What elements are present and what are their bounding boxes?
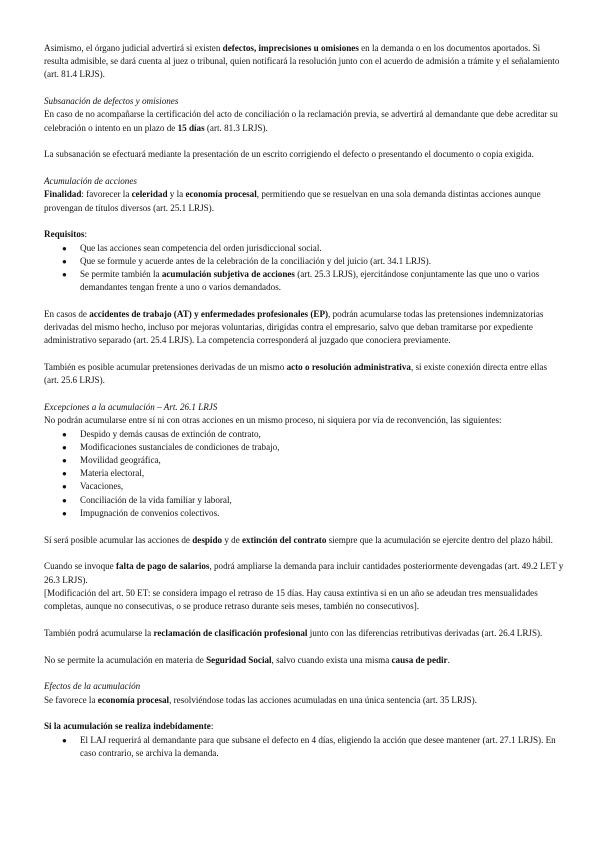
bullet-icon: ●	[62, 495, 67, 505]
paragraph-certification: En caso de no acompañarse la certificación del acto de conciliación o la reclamación previa, se advertirá al demandante que debe acreditar su celebración o intento en un plazo de 15 días (art. 81.3 LRJS).	[44, 109, 558, 133]
paragraph-despido: Sí será posible acumular las acciones de despido y de extinción del contrato siempre que la acumulación se ejercite dentro del plazo hábil.	[44, 534, 553, 545]
paragraph-seguridad-social: No se permite la acumulación en materia de Seguridad Social, salvo cuando exista una misma causa de pedir.	[44, 654, 450, 665]
list-item: ● Que las acciones sean competencia del orden jurisdiccional social.	[80, 242, 564, 255]
paragraph-requisitos: Requisitos:	[44, 229, 87, 240]
bullet-icon: ●	[62, 456, 67, 466]
paragraph-acto-administrativo: También es posible acumular pretensiones derivadas de un mismo acto o resolución administrativa, si existe conexión directa entre ellas (art. 25.6 LRJS).	[44, 362, 548, 386]
paragraph-salarios: Cuando se invoque falta de pago de salarios, podrá ampliarse la demanda para incluir cantidades posteriormente devengadas (art. 49.2 LET y 26.3 LRJS). [Modificación del art. 50 ET: se considera impago el retraso de 15 días. Hay causa extintiva si en un año se adeudan tres mensualidades completas, aunque no consecutivas, o se produce retraso durante seis meses, también no consecutivos].	[44, 561, 564, 612]
list-item: ● Se permite también la acumulación subjetiva de acciones (art. 25.3 LRJS), ejercitándose conjuntamente las que uno o varios demandantes tengan frente a uno o varios demandados.	[62, 269, 540, 293]
exceptions-list	[44, 428, 564, 520]
list-item: ● Que se formule y acuerde antes de la celebración de la conciliación y del juicio (art. 34.1 LRJS).	[80, 255, 564, 268]
list-item: ● Modificaciones sustanciales de condiciones de trabajo,	[80, 441, 564, 454]
bullet-icon: ●	[62, 508, 67, 518]
heading-efectos: Efectos de la acumulación	[44, 681, 141, 692]
paragraph-subsanacion: La subsanación se efectuará mediante la presentación de un escrito corrigiendo el defecto o presentando el documento o copia exigida.	[44, 149, 534, 160]
list-item: ● Conciliación de la vida familiar y laboral,	[80, 494, 564, 507]
bold-defects: defectos, imprecisiones u omisiones	[222, 43, 359, 53]
list-item: ● Materia electoral,	[80, 467, 564, 480]
list-item: ● El LAJ requerirá al demandante para que subsane el defecto en 4 días, eligiendo la acción que desee mantener (art. 27.1 LRJS). En caso contrario, se archiva la demanda.	[62, 734, 556, 758]
requirements-list	[44, 242, 564, 295]
list-item: ● Despido y demás causas de extinción de contrato,	[80, 428, 564, 441]
bullet-icon: ●	[62, 256, 67, 266]
paragraph-indebida: Si la acumulación se realiza indebidamente:	[44, 721, 214, 732]
heading-excepciones: Excepciones a la acumulación – Art. 26.1 LRJS	[44, 402, 218, 413]
bullet-icon: ●	[62, 243, 67, 253]
heading-acumulacion: Acumulación de acciones	[44, 176, 137, 187]
bullet-icon: ●	[62, 735, 67, 745]
indebida-list	[44, 734, 564, 760]
bullet-icon: ●	[62, 270, 67, 280]
bullet-icon: ●	[62, 482, 67, 492]
heading-subsanacion: Subsanación de defectos y omisiones	[44, 96, 179, 107]
paragraph-clasificacion: También podrá acumularse la reclamación de clasificación profesional junto con las diferencias retributivas derivadas (art. 26.4 LRJS).	[44, 627, 543, 638]
list-item: ● Impugnación de convenios colectivos.	[80, 507, 564, 520]
list-item: ● Vacaciones,	[80, 480, 564, 493]
paragraph-at-ep: En casos de accidentes de trabajo (AT) y enfermedades profesionales (EP), podrán acumularse todas las pretensiones indemnizatorias derivadas del mismo hecho, incluso por mejoras voluntarias, dirigidas contra el empresario, salvo que deban tramitarse por expediente administrativo separado (art. 25.4 LRJS). La competencia corresponderá al juzgado que conociera previamente.	[44, 309, 544, 346]
paragraph-admission: Asimismo, el órgano judicial advertirá si existen defectos, imprecisiones u omisiones en la demanda o en los documentos aportados. Si resulta admisible, se dará cuenta al juez o tribunal, quien notificará la resolución junto con el acuerdo de admisión a trámite y el señalamiento (art. 81.4 LRJS).	[44, 43, 560, 80]
paragraph-excepciones-intro: No podrán acumularse entre sí ni con otras acciones en un mismo proceso, ni siquiera por vía de reconvención, las siguientes:	[44, 415, 502, 426]
bullet-icon: ●	[62, 469, 67, 479]
list-item: ● Movilidad geográfica,	[80, 454, 564, 467]
bullet-icon: ●	[62, 442, 67, 452]
bullet-icon: ●	[62, 429, 67, 439]
document-page	[44, 42, 564, 774]
paragraph-efectos: Se favorece la economía procesal, resolviéndose todas las acciones acumuladas en una única sentencia (art. 35 LRJS).	[44, 694, 477, 705]
paragraph-finalidad: Finalidad: favorecer la celeridad y la economía procesal, permitiendo que se resuelvan en una sola demanda distintas acciones aunque provengan de títulos diversos (art. 25.1 LRJS).	[44, 189, 541, 213]
